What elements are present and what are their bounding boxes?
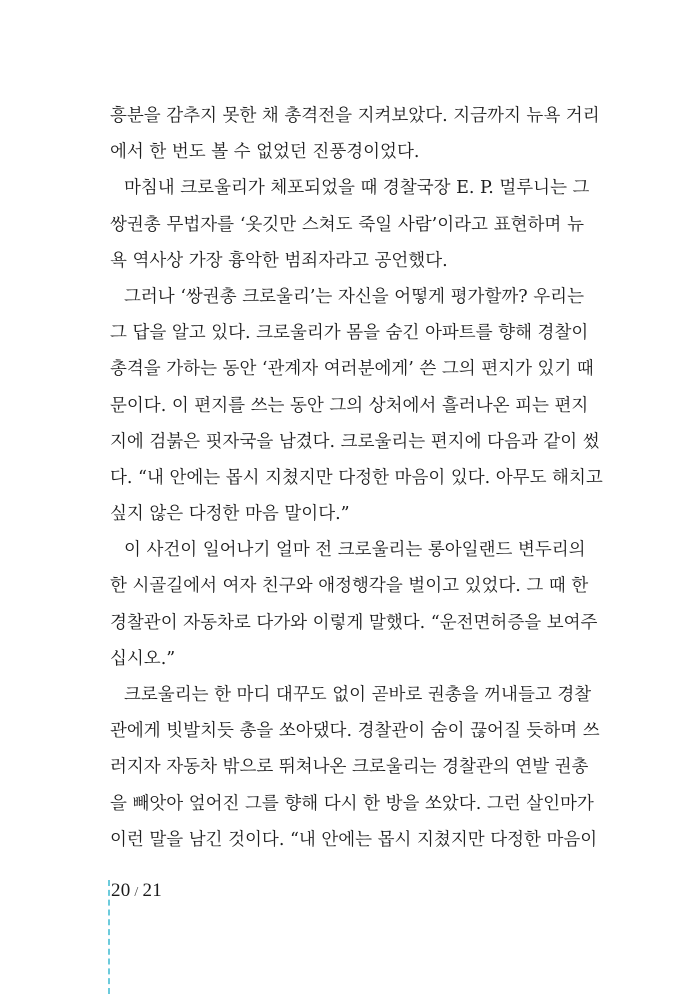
text-line-17: 크로울리는 한 마디 대꾸도 없이 곧바로 권총을 꺼내들고 경찰	[124, 685, 592, 705]
footer-dashed-rule	[108, 880, 110, 994]
text-line-2: 에서 한 번도 볼 수 없었던 진풍경이었다.	[110, 142, 420, 163]
text-line-20: 을 빼앗아 엎어진 그를 향해 다시 한 방을 쏘았다. 그런 살인마가	[110, 793, 594, 814]
text-line-9: 문이다. 이 편지를 쓰는 동안 그의 상처에서 흘러나온 피는 편지	[110, 395, 589, 416]
text-line-6: 그러나 ‘쌍권총 크로울리’는 자신을 어떻게 평가할까? 우리는	[124, 286, 584, 307]
text-line-1: 흥분을 감추지 못한 채 총격전을 지켜보았다. 지금까지 뉴욕 거리	[110, 106, 600, 126]
page-number-separator: /	[134, 885, 139, 900]
page-number-next: 21	[142, 880, 162, 901]
text-line-7: 그 답을 알고 있다. 크로울리가 몸을 숨긴 아파트를 향해 경찰이	[110, 323, 589, 344]
text-line-8: 총격을 가하는 동안 ‘관계자 여러분에게’ 쓴 그의 편지가 있기 때	[110, 359, 594, 380]
text-line-15: 경찰관이 자동차로 다가와 이렇게 말했다. “운전면허증을 보여주	[110, 612, 598, 633]
page-body	[110, 98, 603, 858]
text-line-21: 이런 말을 남긴 것이다. “내 안에는 몹시 지쳤지만 다정한 마음이	[110, 829, 598, 850]
text-line-12: 싶지 않은 다정한 마음 말이다.”	[110, 504, 350, 525]
page-number	[111, 880, 162, 902]
text-line-16: 십시오.”	[110, 648, 176, 669]
text-line-14: 한 시골길에서 여자 친구와 애정행각을 벌이고 있었다. 그 때 한	[110, 576, 589, 597]
text-line-19: 러지자 자동차 밖으로 뛰쳐나온 크로울리는 경찰관의 연발 권총	[110, 757, 589, 778]
text-line-13: 이 사건이 일어나기 얼마 전 크로울리는 롱아일랜드 변두리의	[124, 540, 586, 561]
text-line-18: 관에게 빗발치듯 총을 쏘아댔다. 경찰관이 숨이 끊어질 듯하며 쓰	[110, 721, 600, 742]
page-number-current: 20	[111, 880, 131, 901]
text-line-5: 욕 역사상 가장 흉악한 범죄자라고 공언했다.	[110, 250, 448, 271]
text-line-4: 쌍권총 무법자를 ‘옷깃만 스쳐도 죽일 사람’이라고 표현하며 뉴	[110, 214, 584, 235]
text-line-3: 마침내 크로울리가 체포되었을 때 경찰국장 E. P. 멀루니는 그	[124, 178, 590, 199]
text-line-11: 다. “내 안에는 몹시 지쳤지만 다정한 마음이 있다. 아무도 해치고	[110, 467, 603, 488]
text-line-10: 지에 검붉은 핏자국을 남겼다. 크로울리는 편지에 다음과 같이 썼	[110, 431, 600, 452]
